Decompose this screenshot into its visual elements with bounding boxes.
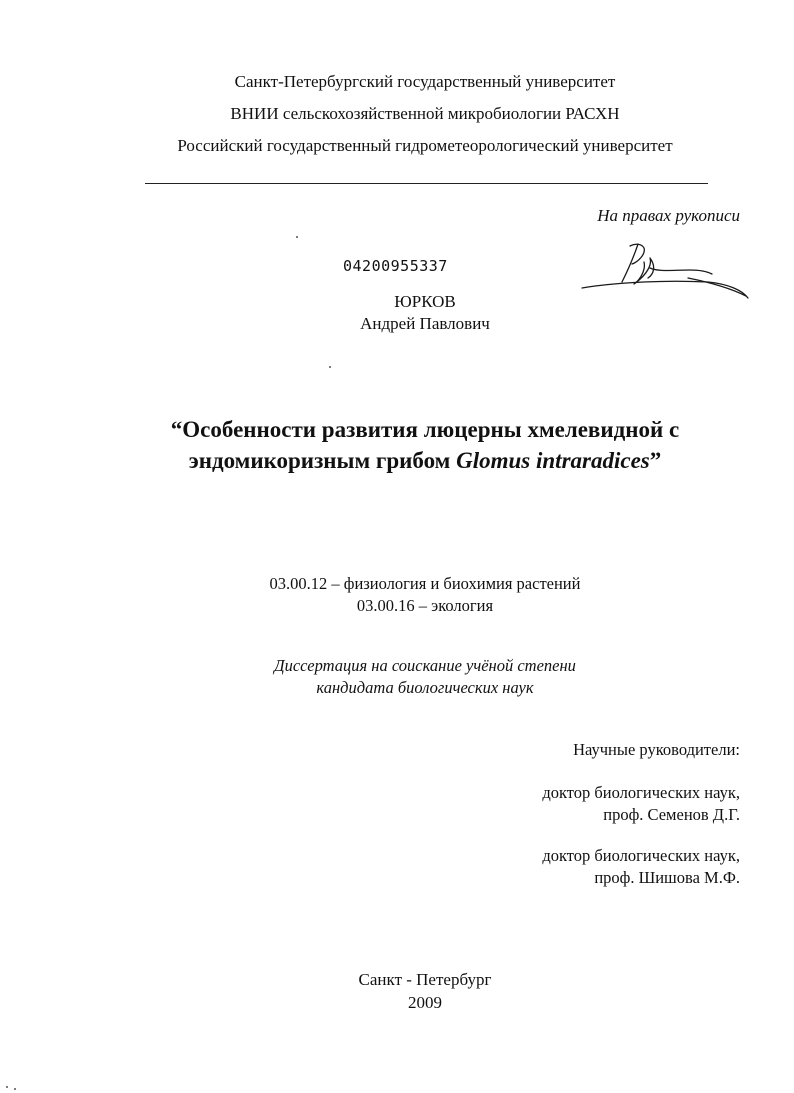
scan-speck xyxy=(14,1088,16,1090)
city: Санкт - Петербург xyxy=(358,970,492,989)
author-surname: ЮРКОВ xyxy=(394,292,456,311)
manuscript-note: На правах рукописи xyxy=(597,206,740,225)
specialty-ecology: 03.00.16 – экология xyxy=(356,596,494,615)
supervisor-2-degree: доктор биологических наук, xyxy=(542,846,740,865)
species-name: Glomus intraradices xyxy=(456,448,650,473)
degree-statement-line-1: Диссертация на соискание учёной степени xyxy=(274,656,576,675)
title-line-2-prefix: эндомикоризным грибом xyxy=(188,448,457,473)
degree-statement-line-2: кандидата биологических наук xyxy=(316,678,534,697)
catalog-code: 04200955337 xyxy=(343,257,448,275)
supervisor-1-name: проф. Семенов Д.Г. xyxy=(603,805,740,824)
institution-rshu: Российский государственный гидрометеорологический университет xyxy=(177,136,673,155)
header-divider xyxy=(145,183,708,184)
title-line-1: “Особенности развития люцерны хмелевидной с xyxy=(170,417,680,442)
supervisor-2-name: проф. Шишова М.Ф. xyxy=(594,868,740,887)
specialty-plant-physiology: 03.00.12 – физиология и биохимия растений xyxy=(269,574,581,593)
supervisors-heading: Научные руководители: xyxy=(573,740,740,759)
dissertation-title xyxy=(0,414,794,476)
year: 2009 xyxy=(408,993,442,1012)
institution-vniism: ВНИИ сельскохозяйственной микробиологии РАСХН xyxy=(230,104,620,123)
institution-spbu: Санкт-Петербургский государственный университет xyxy=(234,72,616,91)
supervisor-1-degree: доктор биологических наук, xyxy=(542,783,740,802)
scan-speck xyxy=(6,1086,8,1088)
title-closing-quote: ” xyxy=(649,448,662,473)
scan-speck xyxy=(329,366,331,368)
scan-speck xyxy=(296,236,298,238)
title-line-2 xyxy=(0,445,794,476)
author-given-names: Андрей Павлович xyxy=(360,314,490,333)
